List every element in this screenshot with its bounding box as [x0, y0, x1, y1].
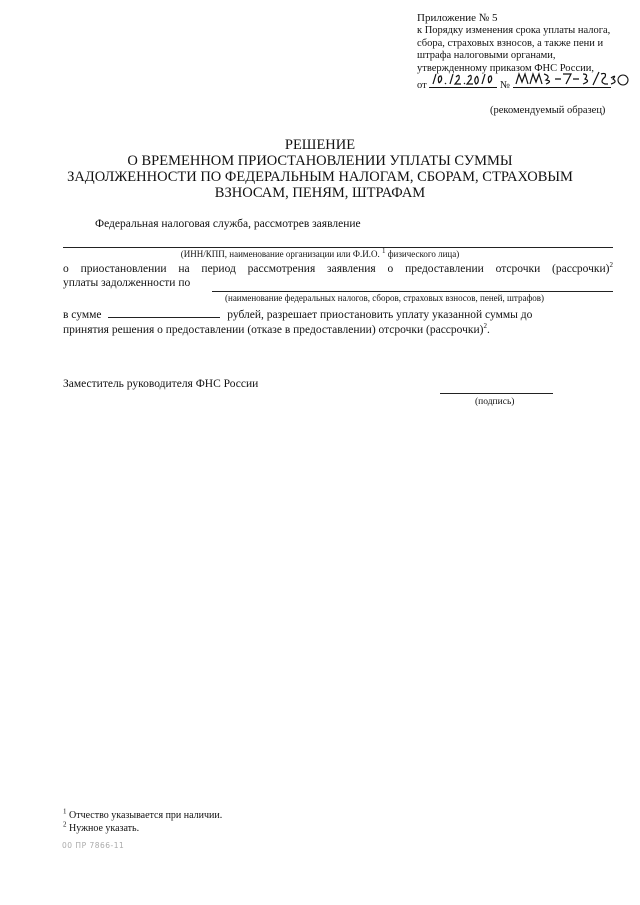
amount-line — [63, 307, 613, 322]
at-sign-mark — [618, 75, 628, 85]
document-title — [40, 137, 600, 201]
footnote-2-mark: 2 — [63, 820, 67, 829]
registration-stamp: 00 ПР 7866-11 — [62, 841, 125, 850]
title-line-1: РЕШЕНИЕ — [284, 137, 356, 153]
signatory-position: Заместитель руководителя ФНС России — [63, 378, 259, 390]
title-line-3: ЗАДОЛЖЕННОСТИ ПО ФЕДЕРАЛЬНЫМ НАЛОГАМ, СБОРАМ, СТРАХОВЫМ — [67, 169, 573, 185]
applicant-blank-line — [63, 247, 613, 248]
title-line-2: О ВРЕМЕННОМ ПРИОСТАНОВЛЕНИИ УПЛАТЫ СУММЫ — [127, 153, 513, 169]
para-decision-text: принятия решения о предоставлении (отказе в предоставлении) отсрочки (рассрочки) — [63, 324, 484, 336]
date-prefix: от — [417, 79, 427, 91]
footnote-1 — [63, 807, 223, 821]
amount-suffix: рублей, разрешает приостановить уплату указанной суммы до — [227, 309, 533, 321]
signature-line — [440, 393, 553, 394]
debt-blank-line — [212, 291, 613, 292]
para-decision-end: . — [486, 324, 490, 336]
intro-text: Федеральная налоговая служба, рассмотрев заявление — [95, 218, 361, 230]
applicant-hint-a: (ИНН/КПП, наименование организации или Ф.И.О. — [180, 249, 380, 259]
amount-blank-line — [108, 307, 220, 318]
amount-prefix: в сумме — [63, 309, 102, 321]
footnote-ref-1: 1 — [381, 247, 386, 255]
header-line-4: утвержденному приказом ФНС России, — [417, 63, 594, 75]
footnote-ref-2b: 2 — [483, 322, 487, 331]
appendix-number: Приложение № 5 — [417, 12, 498, 24]
applicant-hint-b: физического лица) — [387, 249, 460, 259]
applicant-hint — [0, 249, 640, 259]
signature-caption: (подпись) — [475, 397, 515, 407]
para-suspension-text: о приостановлении на период рассмотрения заявления о предоставлении отсрочки (рассрочки) — [63, 263, 610, 275]
debt-hint: (наименование федеральных налогов, сборов, страховых взносов, пеней, штрафов) — [225, 293, 545, 303]
footnote-1-mark: 1 — [63, 807, 67, 816]
header-date-line — [417, 76, 617, 90]
header-line-2: сбора, страховых взносов, а также пени и — [417, 37, 604, 49]
para-decision — [63, 323, 490, 337]
footnote-2 — [63, 820, 140, 834]
number-prefix: № — [499, 79, 510, 91]
handwritten-date — [429, 76, 497, 88]
title-line-4: ВЗНОСАМ, ПЕНЯМ, ШТРАФАМ — [214, 185, 426, 201]
debt-label: уплаты задолженности по — [63, 277, 191, 289]
footnote-1-text: Отчество указывается при наличии. — [69, 810, 223, 821]
header-line-1: к Порядку изменения срока уплаты налога, — [417, 24, 611, 36]
para-suspension — [63, 262, 613, 276]
handwritten-order-number — [513, 76, 611, 88]
footnote-2-text: Нужное указать. — [69, 823, 140, 834]
footnote-ref-2a: 2 — [609, 261, 613, 270]
recommended-sample-note: (рекомендуемый образец) — [490, 105, 606, 116]
appendix-header — [417, 12, 617, 90]
header-line-3: штрафа налоговыми органами, — [417, 50, 556, 62]
